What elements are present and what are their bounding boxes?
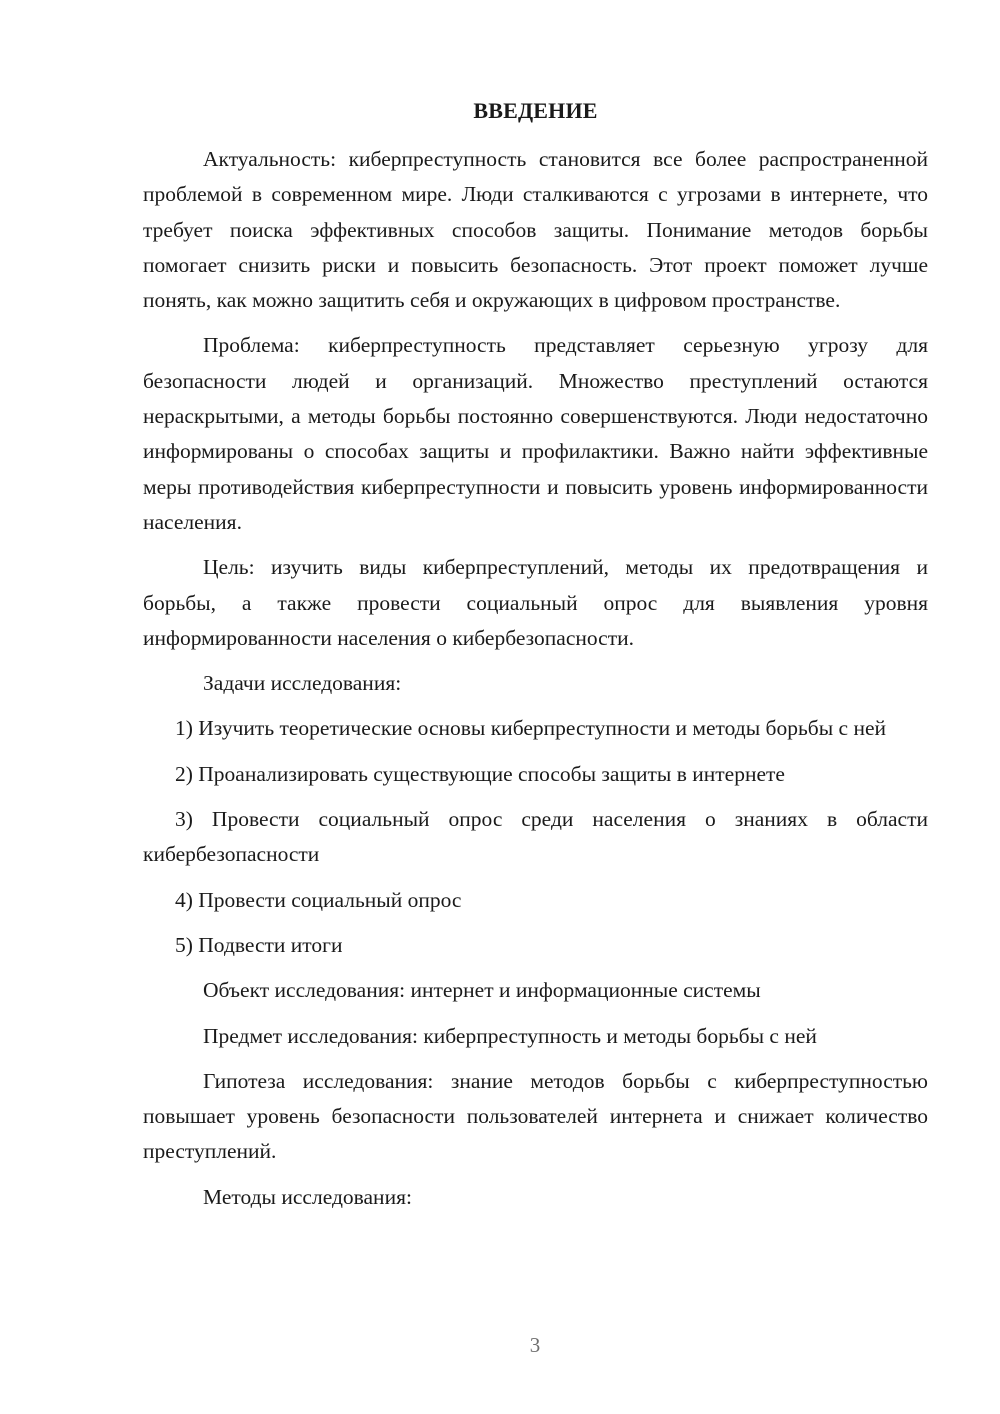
tasks-heading: Задачи исследования: [203,671,402,696]
task-item-1: 1) Изучить теоретические основы киберпреступности и методы борьбы с ней [175,716,887,741]
research-subject: Предмет исследования: киберпреступность и методы борьбы с ней [203,1023,817,1048]
goal-paragraph: Цель: изучить виды киберпреступлений, методы их предотвращения и борьбы, а также провести социальный опрос для выявления уровня информированности населения о кибербезопасности. [143,555,928,650]
task-item-4: 4) Провести социальный опрос [175,887,462,912]
task-item-2: 2) Проанализировать существующие способы защиты в интернете [175,761,785,786]
page-content [143,96,928,1215]
page-number: 3 [529,1333,541,1357]
task-item-5: 5) Подвести итоги [175,932,343,957]
research-object: Объект исследования: интернет и информационные системы [203,978,761,1003]
research-methods: Методы исследования: [203,1184,412,1209]
research-hypothesis: Гипотеза исследования: знание методов борьбы с киберпреступностью повышает уровень безопасности пользователей интернета и снижает количество преступлений. [143,1068,928,1164]
relevance-paragraph: Актуальность: киберпреступность становится все более распространенной проблемой в современном мире. Люди сталкиваются с угрозами в интернете, что требует поиска эффективных способов защиты. Понимание методов борьбы помогает снизить риски и повысить безопасность. Этот проект поможет лучше понять, как можно защитить себя и окружающих в цифровом пространстве. [143,147,928,313]
problem-paragraph: Проблема: киберпреступность представляет серьезную угрозу для безопасности людей и организаций. Множество преступлений остаются нераскрытыми, а методы борьбы постоянно совершенствуются. Люди недостаточно информированы о способах защиты и профилактики. Важно найти эффективные меры противодействия киберпреступности и повысить уровень информированности населения. [143,333,928,534]
section-title: ВВЕДЕНИЕ [473,98,598,123]
task-item-3: 3) Провести социальный опрос среди населения о знаниях в области кибербезопасности [143,807,928,867]
